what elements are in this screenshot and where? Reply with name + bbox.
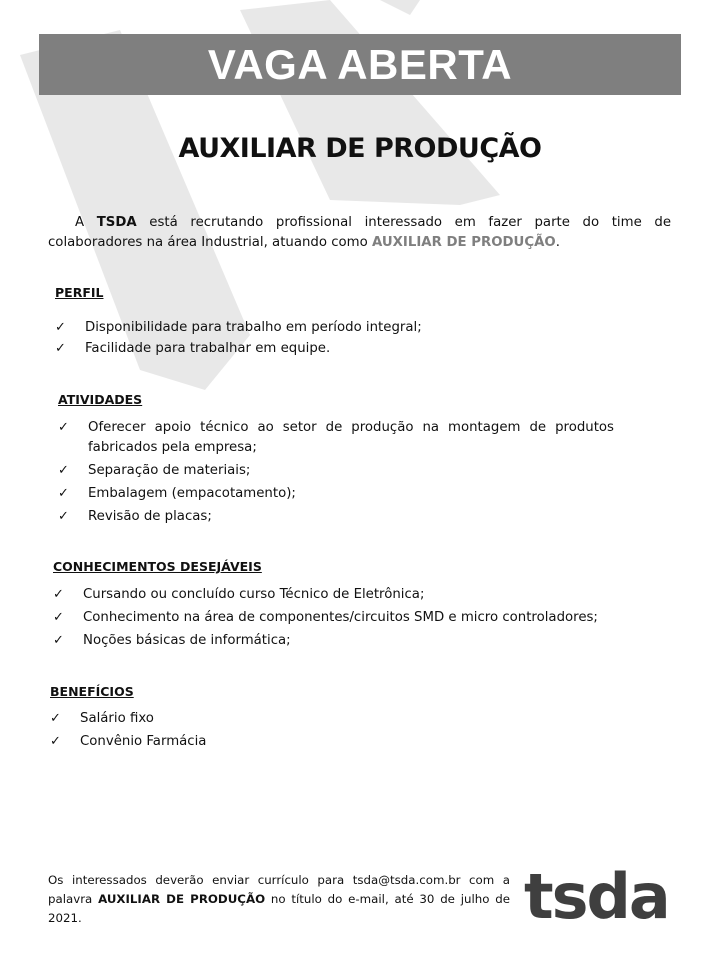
intro-role: AUXILIAR DE PRODUÇÃO	[372, 235, 556, 250]
list-item	[58, 418, 614, 458]
list-item-text: Noções básicas de informática;	[83, 633, 291, 648]
list-item	[50, 709, 450, 729]
checkmark-icon: ✓	[55, 320, 66, 335]
list-item	[55, 320, 615, 341]
intro-paragraph	[48, 213, 671, 253]
watermark-top-stroke	[380, 0, 420, 15]
banner-title: VAGA ABERTA	[207, 40, 513, 88]
footer-text-pre: Os interessados deverão enviar currículo para tsda@tsda.com.br com a palavra	[48, 873, 510, 906]
section-title-beneficios: BENEFÍCIOS	[50, 684, 134, 699]
list-item	[53, 631, 613, 651]
checkmark-icon: ✓	[50, 711, 61, 726]
list-item-text: Disponibilidade para trabalho em período integral;	[85, 320, 422, 335]
list-item	[53, 608, 613, 628]
list-conhecimentos	[53, 585, 613, 651]
checkmark-icon: ✓	[53, 633, 64, 648]
list-beneficios	[50, 709, 450, 752]
checkmark-icon: ✓	[50, 734, 61, 749]
list-item-text: Facilidade para trabalhar em equipe.	[85, 341, 331, 356]
list-item-text: Conhecimento na área de componentes/circuitos SMD e micro controladores;	[83, 610, 598, 625]
list-item-text: Convênio Farmácia	[80, 734, 207, 749]
intro-end: .	[555, 235, 560, 250]
job-title-text: AUXILIAR DE PRODUÇÃO	[178, 133, 542, 164]
list-item	[58, 484, 614, 504]
company-name: TSDA	[96, 215, 137, 230]
checkmark-icon: ✓	[53, 587, 64, 602]
footer-instructions	[48, 871, 510, 928]
list-item	[55, 341, 615, 362]
checkmark-icon: ✓	[55, 341, 66, 356]
tsda-logo: tsda	[524, 860, 669, 933]
list-item-text: Revisão de placas;	[88, 509, 212, 524]
checkmark-icon: ✓	[58, 509, 69, 524]
list-item-text: Separação de materiais;	[88, 463, 251, 478]
footer-text-post: no título do e-mail, até 30 de julho de 2021.	[48, 892, 510, 925]
list-item	[53, 585, 613, 605]
list-item-text: Embalagem (empacotamento);	[88, 486, 296, 501]
intro-pre: A	[75, 215, 97, 230]
job-title	[0, 133, 720, 164]
list-perfil	[55, 320, 615, 362]
checkmark-icon: ✓	[58, 420, 69, 435]
footer-keyword: AUXILIAR DE PRODUÇÃO	[98, 892, 266, 906]
section-title-atividades: ATIVIDADES	[58, 392, 143, 407]
list-item	[58, 507, 614, 527]
section-title-conhecimentos: CONHECIMENTOS DESEJÁVEIS	[53, 559, 262, 574]
list-item-text: Oferecer apoio técnico ao setor de produção na montagem de produtos fabricados pela empresa;	[88, 420, 614, 455]
intro-mid: está recrutando profissional interessado em fazer parte do time de colaboradores na área Industrial, atuando como	[48, 215, 671, 250]
header-banner	[39, 34, 681, 95]
checkmark-icon: ✓	[58, 486, 69, 501]
list-item	[58, 461, 614, 481]
list-item-text: Cursando ou concluído curso Técnico de Eletrônica;	[83, 587, 425, 602]
checkmark-icon: ✓	[53, 610, 64, 625]
list-item	[50, 732, 450, 752]
checkmark-icon: ✓	[58, 463, 69, 478]
watermark-right-stroke	[240, 0, 500, 205]
list-atividades	[58, 418, 614, 527]
section-title-perfil: PERFIL	[55, 285, 104, 300]
list-item-text: Salário fixo	[80, 711, 154, 726]
